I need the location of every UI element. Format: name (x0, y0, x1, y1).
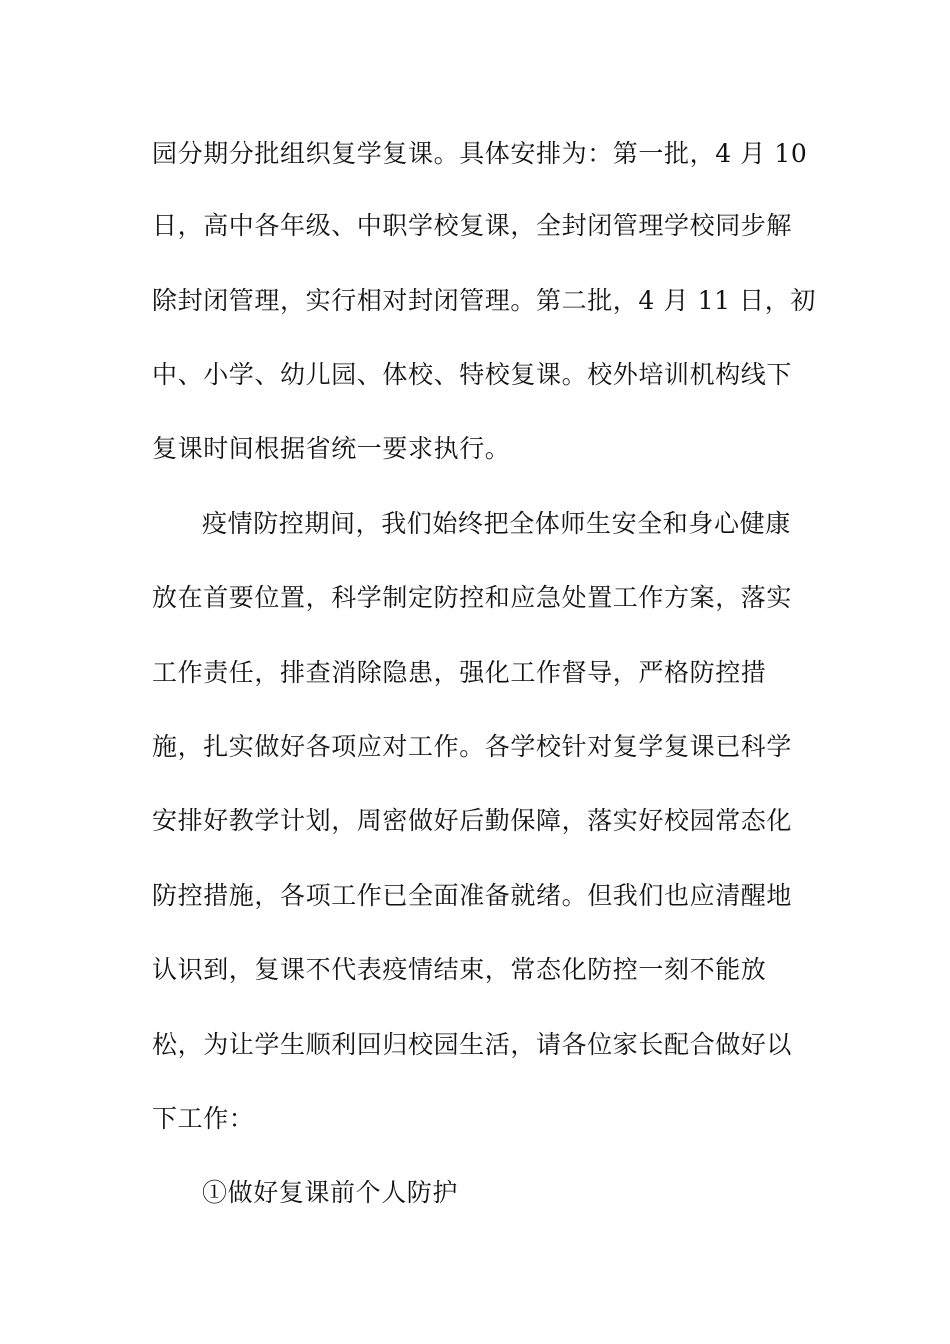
paragraph-line: 日，高中各年级、中职学校复课，全封闭管理学校同步解 (152, 211, 793, 240)
paragraph-line: 施，扎实做好各项应对工作。各学校针对复学复课已科学 (152, 732, 793, 761)
paragraph-line: 防控措施，各项工作已全面准备就绪。但我们也应清醒地 (152, 881, 793, 910)
paragraph-line: 工作责任，排查消除隐患，强化工作督导，严格防控措 (152, 658, 767, 687)
paragraph-line: 松，为让学生顺利回归校园生活，请各位家长配合做好以 (152, 1030, 793, 1059)
paragraph-line: 中、小学、幼儿园、体校、特校复课。校外培训机构线下 (152, 360, 793, 389)
paragraph-line: 园分期分批组织复学复课。具体安排为：第一批，4 月 10 (152, 139, 808, 168)
paragraph-line: 安排好教学计划，周密做好后勤保障，落实好校园常态化 (152, 806, 793, 835)
paragraph-line: 下工作： (152, 1104, 255, 1133)
paragraph-line: 复课时间根据省统一要求执行。 (152, 434, 511, 463)
paragraph-first-line: 疫情防控期间，我们始终把全体师生安全和身心健康 (202, 509, 791, 538)
list-item-heading: ①做好复课前个人防护 (202, 1178, 459, 1207)
paragraph-line: 除封闭管理，实行相对封闭管理。第二批，4 月 11 日，初 (152, 286, 816, 315)
paragraph-line: 放在首要位置，科学制定防控和应急处置工作方案，落实 (152, 583, 793, 612)
paragraph-line: 认识到，复课不代表疫情结束，常态化防控一刻不能放 (152, 955, 767, 984)
